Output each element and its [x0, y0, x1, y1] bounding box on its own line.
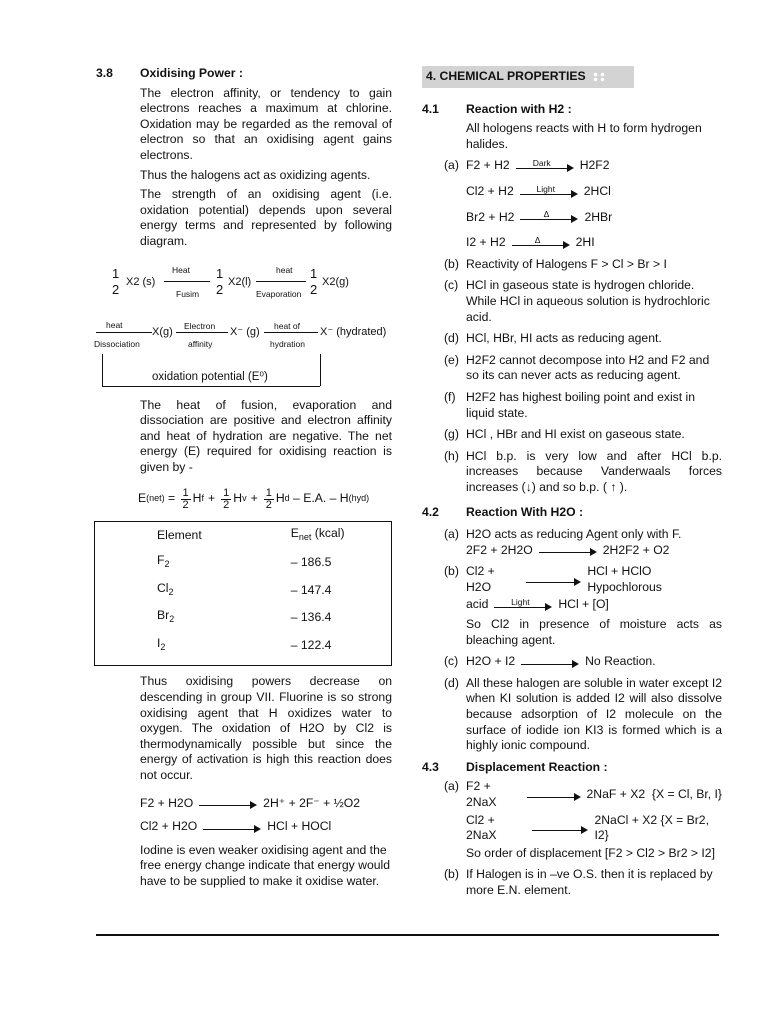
section-4-3-heading: 4.3 Displacement Reaction :: [422, 759, 608, 774]
paragraph: Iodine is even weaker oxidising agent and the free energy change indicate that energy would have to be supplied to make it oxidise water.: [140, 842, 391, 888]
list-item: (c) HCl in gaseous state is hydrogen chloride. While HCl in aqueous solution is hydrochloric acid.: [444, 278, 710, 324]
heat-label: heat: [276, 264, 293, 275]
section-3-8-heading: [96, 66, 392, 82]
paragraph: Thus oxidising powers decrease on descending in group VII. Fluorine is so strong oxidising agent that H oxidizes water to oxygen. The oxidation of H2O by Cl2 is thermodynamically possible but since the energy of activation is high this reaction does not occur.: [140, 674, 392, 783]
section-number: 3.8: [96, 66, 113, 80]
paragraph: The electron affinity, or tendency to gain electrons reaches a maximum at chlorine. Oxidation may be regarded as the removal of electron so that an oxidising agent gains electrons.: [140, 85, 392, 162]
net-energy-formula: E (net) = $\frac{1}{2}$ H f + $\frac{1}{2}$ H v + $\frac{1}{2}$ H d – E.A. – H (hyd): [138, 486, 370, 511]
list-item: (b) If Halogen is in –ve O.S. then it is replaced by more E.N. element.: [444, 867, 713, 897]
section-title: Oxidising Power :: [140, 66, 243, 80]
chemical-properties-heading: 4. CHEMICAL PROPERTIES: [422, 66, 634, 88]
equation: Cl2 + H2O HCl + HOCl: [140, 819, 332, 834]
affinity-label: affinity: [188, 338, 213, 349]
list-item: (d) HCl, HBr, HI acts as reducing agent.: [444, 331, 662, 346]
paragraph: Thus the halogens act as oxidizing agents.: [140, 167, 371, 182]
bottom-rule: [96, 934, 719, 936]
heat-label: heat: [106, 319, 123, 330]
table-row: $F_2$ – 186.5: [157, 553, 332, 570]
list-item: (a) F2 + 2NaX 2NaF + X2 {X = Cl, Br, I} Cl2 + 2NaX 2NaCl + X2 {X = Br2, I2} So order of displacement [F2 > Cl2 > Br2 > I2]: [444, 779, 722, 860]
table-header-row: [95, 521, 392, 549]
x-minus-hydrated: X⁻ (hydrated): [320, 325, 387, 338]
half-numerator: 1: [112, 265, 120, 281]
list-item: (f) H2F2 has highest boiling point and exist in liquid state.: [444, 389, 695, 420]
paragraph: The heat of fusion, evaporation and dissociation are positive and electron affinity and heat of hydration are negative. The net energy (E) required for oxidising reaction is given by -: [140, 397, 392, 474]
x2-solid: X2 (s): [126, 275, 156, 288]
list-item: (c) H2O + I2 No Reaction.: [444, 654, 656, 669]
table-header: $E_{net}$ (kcal): [290, 525, 345, 542]
dots-icon: [592, 72, 606, 82]
equation: F2 + H2O 2H⁺ + 2F⁻ + ½O2: [140, 795, 361, 810]
dissociation-label: Dissociation: [94, 338, 140, 349]
evaporation-label: Evaporation: [256, 288, 302, 299]
list-item: (d) All these halogen are soluble in water except I2 when KI solution is added I2 will also dissolve because adsorption of I2 molecule on the surface of iodide ion KI3 is formed which is a highly ionic compound.: [444, 675, 722, 753]
paragraph: The strength of an oxidising agent (i.e. oxidation potential) depends upon several energy terms and represented by following diagram.: [140, 187, 392, 248]
heat-of-label: heat of: [274, 320, 300, 331]
energy-cycle-diagram: 1 2 X2 (s) Heat Fusim 1 2 X2(l) heat Evaporation 1 2 X2(g) heat Dissociation X(g) Electron affinity X⁻ (g) heat of hydration X⁻ (hydrated) oxidation potential (E⁰): [92, 260, 392, 392]
paragraph: All hologens reacts with H to form hydrogen halides.: [466, 121, 702, 151]
list-item: (g) HCl , HBr and HI exist on gaseous state.: [444, 427, 685, 442]
fusion-label: Fusim: [176, 288, 200, 299]
table-row: $Cl_2$ – 147.4: [157, 580, 332, 597]
list-item: (h) HCl b.p. is very low and after HCl b.p. increases because Vanderwaals forces increases (↓) and so b.p. ( ↑ ).: [444, 448, 722, 494]
list-item: (b) Reactivity of Halogens F > Cl > Br > I: [444, 256, 667, 271]
list-item: (a) H2O acts as reducing Agent only with F. 2F2 + 2H2O 2H2F2 + O2: [444, 527, 682, 557]
list-item: (a) F2 + H2 Dark H2F2 Cl2 + H2 Light 2HCl Br2 + H2 Δ 2HBr I2 + H2 Δ 2HI: [444, 158, 613, 250]
section-4-2-heading: 4.2 Reaction With H2O :: [422, 505, 584, 520]
x-minus-gas: X⁻ (g): [230, 325, 260, 338]
section-4-1-heading: 4.1 Reaction with H2 :: [422, 101, 572, 116]
table-row: $Br_2$ – 136.4: [157, 608, 332, 625]
element-energy-table: [94, 521, 392, 667]
list-item: (b) Cl2 + H2O HCl + HClO Hypochlorous acid Light HCl + [O] So Cl2 in presence of moisture acts as bleaching agent.: [444, 564, 722, 647]
table-row: $I_2$ – 122.4: [157, 635, 332, 652]
x2-gas: X2(g): [322, 275, 349, 288]
x-gas: X(g): [152, 325, 173, 338]
heat-label: Heat: [172, 264, 190, 275]
left-column: [96, 66, 392, 894]
half-denominator: 2: [112, 281, 120, 297]
table-header: Element: [157, 527, 202, 542]
list-item: (e) H2F2 cannot decompose into H2 and F2 and so its can never acts as reducing agent.: [444, 352, 710, 383]
right-column: [422, 66, 722, 905]
x2-liquid: X2(l): [228, 275, 252, 288]
hydration-label: hydration: [270, 338, 305, 349]
oxidation-potential-label: oxidation potential (E⁰): [152, 370, 268, 383]
electron-label: Electron: [184, 320, 216, 331]
